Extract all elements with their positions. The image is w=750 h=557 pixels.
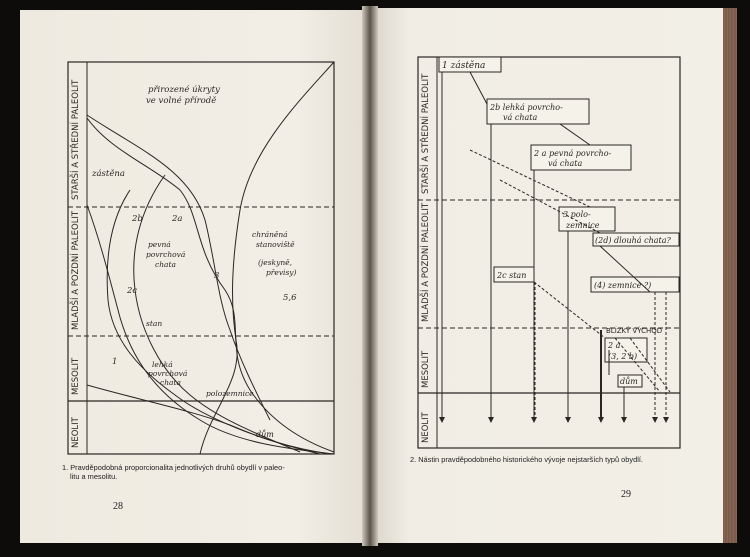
period-mesolit-right: MESOLIT xyxy=(421,350,431,388)
period-late-paleolit-right: MLADŠÍ A POZDNÍ PALEOLIT xyxy=(421,202,431,322)
figure-1-caption-line2: litu a mesolitu. xyxy=(70,472,118,481)
label-cave-2: převisy) xyxy=(266,268,297,277)
label-screen: zástěna xyxy=(92,169,125,179)
figure-1-caption xyxy=(62,463,342,481)
box-2c: 2c stan xyxy=(497,271,527,280)
label-near-east: BLÍZKÝ VÝCHOD xyxy=(606,327,663,335)
label-tent: stan xyxy=(146,319,163,328)
figure-1-caption-line1: 1. Pravděpodobná proporcionalita jednotlivých druhů obydlí v paleo- xyxy=(62,463,285,472)
box-2b-line2: vá chata xyxy=(503,113,538,122)
label-2b: 2b xyxy=(132,214,143,224)
box-2b-line1: 2b lehká povrcho- xyxy=(490,103,563,112)
figure-2-caption: 2. Nástin pravděpodobného historického vývoje nejstarších typů obydlí. xyxy=(410,455,643,464)
box-3-line2: zemnice xyxy=(566,221,600,230)
label-natural-shelters-2: ve volné přírodě xyxy=(146,96,217,106)
label-light-hut-2: povrchová xyxy=(148,369,188,378)
period-mesolit: MESOLIT xyxy=(71,357,81,395)
label-2a: 2a xyxy=(172,214,183,224)
label-solid-hut-2: povrchová xyxy=(146,250,186,259)
box-2d: (2d) dlouhá chata? xyxy=(595,236,671,245)
label-2c: 2c xyxy=(127,286,138,296)
label-protected-1: chráněná xyxy=(252,230,288,239)
label-natural-shelters-1: přirozené úkryty xyxy=(148,85,220,95)
box-2a-line1: 2 a pevná povrcho- xyxy=(534,149,612,158)
period-early-paleolit: STARŠÍ A STŘEDNÍ PALEOLIT xyxy=(71,79,81,200)
label-solid-hut-3: chata xyxy=(155,260,176,269)
label-cave-1: (jeskyně, xyxy=(258,258,292,267)
label-light-hut-1: lehká xyxy=(152,360,173,369)
page-number-left: 28 xyxy=(113,501,123,512)
label-house: dům xyxy=(256,430,274,439)
label-1: 1 xyxy=(112,357,118,367)
label-light-hut-3: chata xyxy=(160,378,181,387)
box-4: (4) zemnice ?) xyxy=(594,281,652,290)
period-neolit-right: NEOLIT xyxy=(421,412,431,443)
page-number-right: 29 xyxy=(621,489,631,500)
box-2a-line2: vá chata xyxy=(548,159,583,168)
box-3-line1: 3 polo- xyxy=(563,210,591,219)
box-2a-small-line1: 2 a xyxy=(608,341,621,350)
box-house: dům xyxy=(620,377,638,386)
period-late-paleolit: MLADŠÍ A POZDNÍ PALEOLIT xyxy=(71,210,81,330)
box-1-screen: 1 zástěna xyxy=(442,61,486,71)
label-protected-2: stanoviště xyxy=(256,240,295,249)
label-semi-dugout: polozemnice xyxy=(206,389,254,398)
period-neolit: NEOLIT xyxy=(71,417,81,448)
label-solid-hut-1: pevná xyxy=(148,240,171,249)
label-3: 3 xyxy=(214,271,220,281)
period-early-paleolit-right: STARŠÍ A STŘEDNÍ PALEOLIT xyxy=(421,73,431,194)
label-5-6: 5,6 xyxy=(283,293,297,303)
box-2a-small-line2: (3, 2 b) xyxy=(608,352,638,361)
